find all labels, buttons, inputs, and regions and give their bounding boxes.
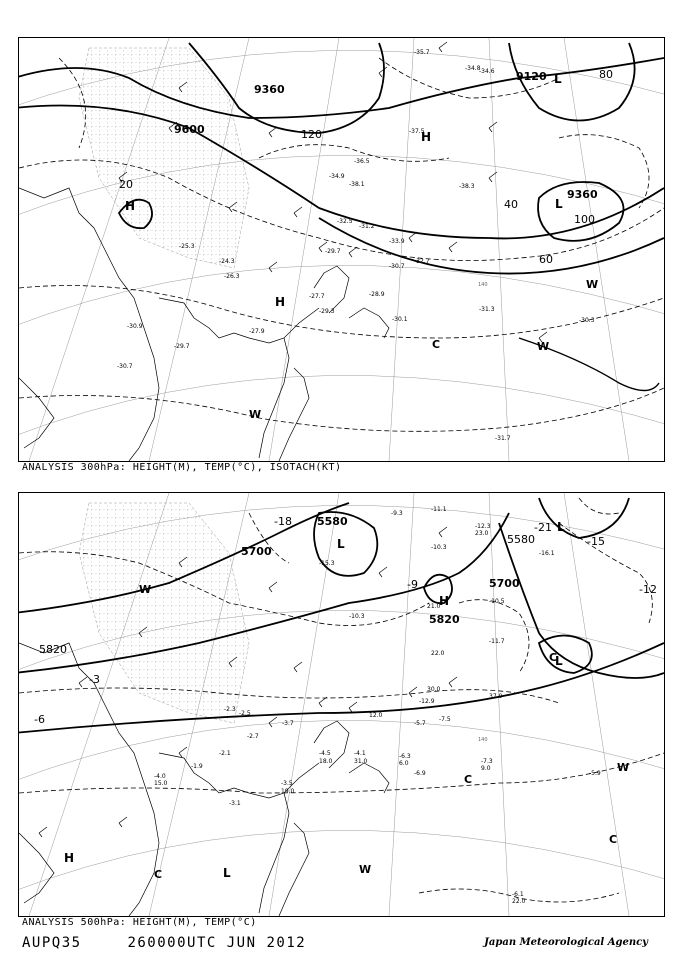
svg-text:-2.5: -2.5 xyxy=(239,710,251,717)
svg-text:-4.0: -4.0 xyxy=(154,773,166,780)
high-terrain-hatch xyxy=(79,503,249,723)
svg-text:-5.7: -5.7 xyxy=(414,720,426,727)
cold-center: C xyxy=(549,651,558,664)
svg-text:-27.9: -27.9 xyxy=(249,328,265,335)
svg-text:-26.3: -26.3 xyxy=(224,273,240,280)
isotach-label: 60 xyxy=(539,253,553,266)
svg-text:-1.9: -1.9 xyxy=(191,763,203,770)
svg-text:22.0: 22.0 xyxy=(431,650,445,657)
svg-text:9.0: 9.0 xyxy=(481,765,491,772)
svg-text:22.0: 22.0 xyxy=(512,898,526,905)
svg-text:-11.1: -11.1 xyxy=(431,506,447,513)
high-pressure-center: H xyxy=(64,851,75,865)
svg-text:37.0: 37.0 xyxy=(489,693,503,700)
svg-text:-9.3: -9.3 xyxy=(391,510,403,517)
valid-time: 260000UTC JUN 2012 xyxy=(127,935,307,951)
height-label: 5700 xyxy=(489,577,520,590)
agency-name: Japan Meteorological Agency xyxy=(484,937,648,948)
low-pressure-center: L xyxy=(555,654,563,668)
high-pressure-center: H xyxy=(125,199,136,213)
svg-text:-24.3: -24.3 xyxy=(219,258,235,265)
height-label: 5580 xyxy=(317,515,348,528)
svg-text:-10.5: -10.5 xyxy=(489,598,505,605)
height-label: 9600 xyxy=(174,123,205,136)
height-label: 5580 xyxy=(507,533,535,546)
height-label: 5820 xyxy=(39,643,67,656)
low-pressure-center: L xyxy=(555,197,563,211)
svg-text:-6.9: -6.9 xyxy=(414,770,426,777)
svg-text:-12.9: -12.9 xyxy=(419,698,435,705)
svg-text:-25.3: -25.3 xyxy=(179,243,195,250)
svg-text:-6.3: -6.3 xyxy=(399,753,411,760)
svg-text:23.0: 23.0 xyxy=(475,530,489,537)
height-label: 9120 xyxy=(516,70,547,83)
svg-text:-10.3: -10.3 xyxy=(431,544,447,551)
svg-text:-29.7: -29.7 xyxy=(325,248,341,255)
warm-center: W xyxy=(586,278,599,291)
svg-text:12.0: 12.0 xyxy=(369,712,383,719)
low-pressure-center: L xyxy=(337,537,345,551)
high-pressure-center: H xyxy=(275,295,286,309)
svg-text:18.0: 18.0 xyxy=(319,758,333,765)
svg-text:15.0: 15.0 xyxy=(154,780,168,787)
warm-center: W xyxy=(139,583,152,596)
chart-id: AUPQ35 xyxy=(22,935,82,951)
svg-text:21.0: 21.0 xyxy=(427,603,441,610)
isotherm-label: -9 xyxy=(407,578,418,591)
svg-text:-7.5: -7.5 xyxy=(439,716,451,723)
svg-text:-34.9: -34.9 xyxy=(329,173,345,180)
low-pressure-center: L xyxy=(557,520,565,534)
low-pressure-center: L xyxy=(223,866,231,880)
low-pressure-center: L xyxy=(554,72,562,86)
svg-text:-27.7: -27.7 xyxy=(309,293,325,300)
svg-text:-30.7: -30.7 xyxy=(389,263,405,270)
height-label: 9360 xyxy=(254,83,285,96)
svg-text:-12.3: -12.3 xyxy=(475,523,491,530)
svg-text:31.0: 31.0 xyxy=(354,758,368,765)
caption-300hpa: ANALYSIS 300hPa: HEIGHT(M), TEMP(°C), ISOTACH(KT) xyxy=(22,462,342,473)
svg-text:-37.5: -37.5 xyxy=(409,128,425,135)
svg-text:-32.5: -32.5 xyxy=(337,218,353,225)
svg-text:19.0: 19.0 xyxy=(281,788,295,795)
isotherm-label: -3 xyxy=(89,673,100,686)
chart-identifier xyxy=(22,935,306,951)
lon-label-500: 140 xyxy=(478,737,488,743)
svg-text:-36.5: -36.5 xyxy=(354,158,370,165)
svg-text:-5.9: -5.9 xyxy=(589,770,601,777)
cold-center: C xyxy=(464,773,473,786)
map-300hpa-svg xyxy=(19,38,664,461)
svg-text:-34.8: -34.8 xyxy=(465,65,481,72)
isotach-label: 120 xyxy=(301,128,322,141)
svg-text:-2.3: -2.3 xyxy=(224,706,236,713)
height-label: 5820 xyxy=(429,613,460,626)
svg-text:-38.3: -38.3 xyxy=(459,183,475,190)
svg-text:-30.7: -30.7 xyxy=(117,363,133,370)
svg-text:30.0: 30.0 xyxy=(427,686,441,693)
map-panel-300hpa xyxy=(18,37,665,462)
cold-center: C xyxy=(432,338,441,351)
isotherm-label: -12 xyxy=(639,583,657,596)
high-pressure-center: H xyxy=(439,594,450,608)
svg-text:6.0: 6.0 xyxy=(399,760,409,767)
svg-text:-2.7: -2.7 xyxy=(247,733,259,740)
svg-text:-2.1: -2.1 xyxy=(219,750,231,757)
svg-text:-33.9: -33.9 xyxy=(389,238,405,245)
svg-text:-10.3: -10.3 xyxy=(349,613,365,620)
svg-text:-6.1: -6.1 xyxy=(512,891,524,898)
warm-center: W xyxy=(249,408,262,421)
caption-500hpa: ANALYSIS 500hPa: HEIGHT(M), TEMP(°C) xyxy=(22,917,257,928)
isotach-label: 40 xyxy=(504,198,518,211)
svg-text:-30.1: -30.1 xyxy=(392,316,408,323)
isotach-label: 20 xyxy=(119,178,133,191)
isotherm-label: -18 xyxy=(274,515,292,528)
svg-text:-31.2: -31.2 xyxy=(359,223,375,230)
height-label: 5700 xyxy=(241,545,272,558)
isotach-label: 100 xyxy=(574,213,595,226)
warm-center: W xyxy=(537,340,550,353)
lon-label-300: 140 xyxy=(478,282,488,288)
map-panel-500hpa xyxy=(18,492,665,917)
svg-text:-29.7: -29.7 xyxy=(174,343,190,350)
isotherm-label: -6 xyxy=(34,713,45,726)
isotach-label: 80 xyxy=(599,68,613,81)
cold-center: C xyxy=(609,833,618,846)
svg-text:-3.5: -3.5 xyxy=(281,780,293,787)
svg-text:-30.9: -30.9 xyxy=(127,323,143,330)
svg-text:-4.5: -4.5 xyxy=(319,750,331,757)
cold-center: C xyxy=(154,868,163,881)
svg-text:-29.3: -29.3 xyxy=(319,308,335,315)
svg-text:-15.3: -15.3 xyxy=(319,560,335,567)
svg-text:-16.1: -16.1 xyxy=(539,550,555,557)
height-label: 9360 xyxy=(567,188,598,201)
high-terrain-hatch xyxy=(79,48,249,268)
svg-text:-7.3: -7.3 xyxy=(481,758,493,765)
svg-text:-31.7: -31.7 xyxy=(495,435,511,442)
map-500hpa-svg xyxy=(19,493,664,916)
isotherm-label: -15 xyxy=(587,535,605,548)
svg-text:-30.3: -30.3 xyxy=(579,317,595,324)
svg-text:-3.1: -3.1 xyxy=(229,800,241,807)
svg-text:-32.7: -32.7 xyxy=(414,258,430,265)
warm-center: W xyxy=(359,863,372,876)
svg-text:-35.7: -35.7 xyxy=(414,49,430,56)
svg-text:-4.1: -4.1 xyxy=(354,750,366,757)
svg-text:-34.6: -34.6 xyxy=(479,68,495,75)
svg-text:-3.7: -3.7 xyxy=(282,720,294,727)
warm-center: W xyxy=(617,761,630,774)
svg-text:-31.3: -31.3 xyxy=(479,306,495,313)
svg-text:-28.9: -28.9 xyxy=(369,291,385,298)
isotherm-label: -21 xyxy=(534,521,552,534)
svg-text:-11.7: -11.7 xyxy=(489,638,505,645)
svg-text:-38.1: -38.1 xyxy=(349,181,365,188)
high-pressure-center: H xyxy=(421,130,432,144)
